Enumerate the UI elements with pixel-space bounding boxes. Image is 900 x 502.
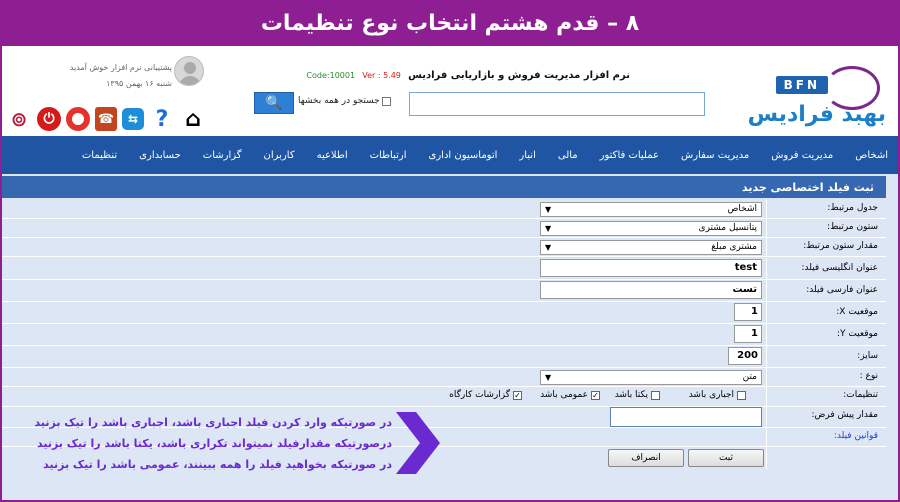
nav-item-communications[interactable]: ارتباطات — [369, 149, 407, 161]
opt-public-checkbox[interactable]: ✓ — [592, 390, 599, 400]
search-all-sections[interactable] — [298, 96, 391, 106]
related-column-value-value: مشتری مبلغ — [711, 242, 757, 252]
opt-required[interactable] — [689, 390, 746, 400]
logo-badge: BFN — [776, 76, 828, 94]
nav-item-finance[interactable]: مالی — [557, 149, 578, 161]
row-type — [2, 368, 886, 387]
tip-public: در صورتیکه بخواهید فیلد را همه ببینند، عمومی باشد را تیک بزنید — [43, 458, 392, 471]
row-pos-x — [2, 302, 886, 324]
default-value-input[interactable] — [610, 407, 762, 427]
chevron-down-icon: ▼ — [545, 224, 552, 233]
nav-item-settings[interactable]: تنظیمات — [81, 149, 118, 161]
nav-item-accounting[interactable]: حسابداری — [139, 149, 181, 161]
search-icon: 🔍 — [265, 95, 283, 111]
row-related-table — [2, 200, 886, 219]
persian-title-input[interactable]: تست — [540, 281, 762, 299]
toolbar-icons — [6, 106, 206, 132]
opt-workshop-label: گزارشات کارگاه — [449, 390, 510, 400]
row-english-title — [2, 258, 886, 280]
tip-required: در صورتیکه وارد کردن فیلد اجباری باشد، اجباری باشد را تیک بزنید — [34, 416, 392, 429]
brand-logo — [748, 62, 888, 132]
opt-unique[interactable] — [615, 390, 660, 400]
form-title: ثبت فیلد اختصاصی جدید — [2, 176, 886, 198]
pos-y-label: موقعیت Y: — [836, 329, 878, 339]
related-table-value: اشخاص — [727, 204, 757, 214]
app-window — [2, 46, 898, 500]
chevron-down-icon: ▼ — [545, 373, 552, 382]
avatar[interactable] — [174, 56, 204, 86]
user-welcome — [42, 60, 172, 92]
default-value-label: مقدار پیش فرض: — [811, 410, 878, 420]
search-all-label: جستجو در همه بخشها — [298, 96, 380, 106]
opt-public-label: عمومی باشد — [540, 390, 588, 400]
tip-unique: درصورتیکه مقدارفیلد نمیتواند تکراری باشد، یکتا باشد را تیک بزنید — [36, 437, 392, 450]
row-pos-y — [2, 324, 886, 346]
pos-x-input[interactable]: 1 — [734, 303, 762, 321]
power-icon[interactable]: ⏻ — [37, 107, 61, 131]
row-related-column-value — [2, 238, 886, 257]
related-table-label: جدول مرتبط: — [827, 203, 878, 213]
related-table-select[interactable] — [540, 202, 762, 217]
opt-public[interactable] — [540, 390, 600, 400]
related-column-select[interactable] — [540, 221, 762, 236]
pos-x-label: موقعیت X: — [836, 307, 878, 317]
opt-required-label: اجباری باشد — [688, 390, 734, 400]
nav-item-sales[interactable]: مدیریت فروش — [771, 149, 834, 161]
nav-item-warehouse[interactable]: انبار — [519, 149, 536, 161]
app-code: Code:10001 — [306, 71, 356, 80]
chevron-right-icon — [394, 412, 442, 474]
size-label: سایز: — [857, 351, 878, 361]
submit-button[interactable]: ثبت — [688, 449, 764, 467]
brand-name: بهبد فرادیس — [747, 102, 886, 127]
lifebuoy-icon[interactable] — [66, 107, 90, 131]
english-title-label: عنوان انگلیسی فیلد: — [801, 263, 878, 273]
nav-item-automation[interactable]: اتوماسیون اداری — [428, 149, 498, 161]
related-column-label: ستون مرتبط: — [827, 222, 878, 232]
chevron-down-icon: ▼ — [545, 205, 552, 214]
persian-title-label: عنوان فارسی فیلد: — [806, 285, 878, 295]
chevron-down-icon: ▼ — [545, 243, 552, 252]
nav-item-invoice[interactable]: عملیات فاکتور — [599, 149, 659, 161]
size-input[interactable]: 200 — [728, 347, 762, 365]
type-label: نوع : — [859, 371, 878, 381]
screenshot-frame — [0, 46, 900, 502]
related-column-value-select[interactable] — [540, 240, 762, 255]
fingerprint-icon[interactable]: ⊚ — [10, 107, 28, 131]
nav-item-reports[interactable]: گزارشات — [202, 149, 242, 161]
phonebook-icon[interactable]: ☎ — [95, 107, 117, 131]
type-value: متن — [742, 372, 757, 382]
row-related-column — [2, 219, 886, 238]
search-button[interactable] — [254, 92, 294, 114]
nav-item-orders[interactable]: مدیریت سفارش — [681, 149, 750, 161]
nav-item-users[interactable]: کاربران — [263, 149, 295, 161]
help-icon[interactable]: ? — [155, 106, 169, 132]
row-persian-title — [2, 280, 886, 302]
related-column-value: پتانسیل مشتری — [698, 223, 757, 233]
opt-required-checkbox[interactable] — [737, 391, 746, 400]
opt-unique-label: یکتا باشد — [614, 390, 648, 400]
related-column-value-label: مقدار ستون مرتبط: — [803, 241, 878, 251]
nav-item-announcements[interactable]: اطلاعیه — [316, 149, 348, 161]
support-text: پشتیبانی نرم افزار خوش آمدید — [69, 63, 172, 72]
app-info — [306, 70, 630, 81]
field-rules-link[interactable]: قوانین فیلد: — [833, 431, 878, 441]
opt-unique-checkbox[interactable] — [651, 391, 660, 400]
opt-workshop[interactable] — [449, 390, 522, 400]
tutorial-banner — [0, 0, 900, 46]
search-all-checkbox[interactable] — [382, 97, 391, 106]
app-name: نرم افزار مدیریت فروش و بازاریابی فرادیس — [408, 70, 630, 81]
teamviewer-icon[interactable]: ⇆ — [122, 108, 144, 130]
pos-y-input[interactable]: 1 — [734, 325, 762, 343]
row-settings — [2, 387, 886, 407]
type-select[interactable] — [540, 370, 762, 385]
search-input[interactable] — [409, 92, 705, 116]
settings-label: تنظیمات: — [843, 390, 878, 400]
home-icon[interactable]: ⌂ — [185, 106, 201, 132]
cancel-button[interactable]: انصراف — [608, 449, 684, 467]
english-title-input[interactable]: test — [540, 259, 762, 277]
nav-item-persons[interactable]: اشخاص — [855, 149, 888, 161]
row-size — [2, 346, 886, 368]
app-version: Ver : 5.49 — [362, 71, 401, 80]
opt-workshop-checkbox[interactable]: ✓ — [514, 390, 521, 400]
tutorial-tips — [32, 412, 392, 475]
tutorial-title: ۸ – قدم هشتم انتخاب نوع تنظیمات — [260, 10, 640, 36]
main-nav — [2, 136, 898, 174]
date-text: شنبه ۱۶ بهمن ۱۳۹۵ — [106, 79, 172, 88]
